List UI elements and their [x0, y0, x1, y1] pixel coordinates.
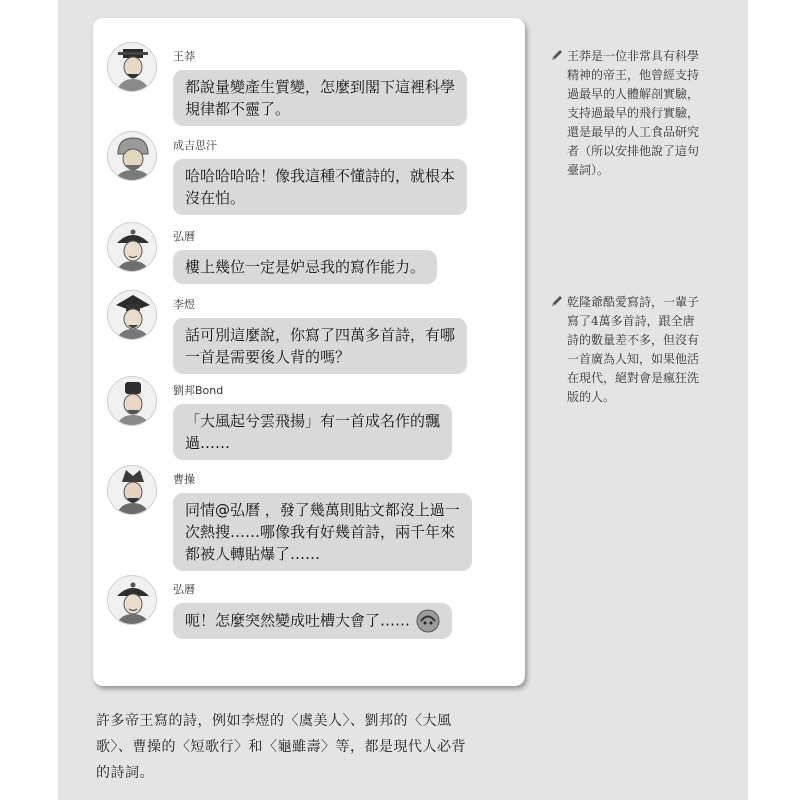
warlord-crown-avatar-icon[interactable] [107, 465, 157, 515]
side-note: 王莽是一位非常具有科學 精神的帝王，他曾經支持 過最早的人體解剖實驗， 支持過最早的飛行實驗， 還是最早的人工食品研究 者（所以安排他說了這句 臺詞）。 [550, 47, 740, 180]
message-bubble[interactable]: 話可別這麼說，你寫了四萬多首詩，有哪 一首是需要後人背的嗎？ [173, 318, 467, 374]
pencil-icon [550, 48, 564, 62]
message-bubble[interactable]: 「大風起兮雲飛揚」有一首成名作的飄 過…… [173, 404, 452, 460]
message-bubble[interactable]: 呃！怎麼突然變成吐槽大會了…… [173, 603, 452, 639]
message-bubble[interactable]: 同情@弘曆 ，發了幾萬則貼文都沒上過一 次熱搜……哪像我有好幾首詩，兩千年來 都被人轉貼爆了…… [173, 493, 472, 571]
sender-name: 弘曆 [173, 583, 195, 596]
qing-hat-avatar-icon[interactable] [107, 575, 157, 625]
rolling-head-sticker-icon [416, 609, 440, 633]
sender-name: 曹操 [173, 473, 195, 486]
qing-hat-avatar-icon[interactable] [107, 222, 157, 272]
sender-name: 弘曆 [173, 230, 195, 243]
sender-name: 劉邦Bond [173, 384, 224, 397]
sender-name: 李煜 [173, 298, 195, 311]
fur-hat-avatar-icon[interactable] [107, 131, 157, 181]
message-bubble[interactable]: 哈哈哈哈哈！像我這種不懂詩的，就根本 沒在怕。 [173, 159, 467, 215]
caption-paragraph: 許多帝王寫的詩，例如李煜的〈虞美人〉、劉邦的〈大風 歌〉、曹操的〈短歌行〉和〈龜雖壽〉等，都是現代人必背 的詩詞。 [96, 713, 466, 781]
emperor-crown-avatar-icon[interactable] [107, 42, 157, 92]
message-bubble[interactable]: 樓上幾位一定是妒忌我的寫作能力。 [173, 250, 437, 284]
scholar-hat-avatar-icon[interactable] [107, 290, 157, 340]
message-bubble[interactable]: 都說量變產生質變，怎麼到閣下這裡科學 規律都不靈了。 [173, 70, 467, 126]
pencil-icon [550, 294, 564, 308]
sender-name: 成吉思汗 [173, 139, 217, 152]
han-cap-avatar-icon[interactable] [107, 376, 157, 426]
side-note: 乾隆爺酷愛寫詩，一輩子 寫了4萬多首詩，跟全唐 詩的數量差不多，但沒有 一首廣為人知，如果他活 在現代，絕對會是瘋狂洗 版的人。 [550, 293, 740, 407]
sender-name: 王莽 [173, 50, 195, 63]
